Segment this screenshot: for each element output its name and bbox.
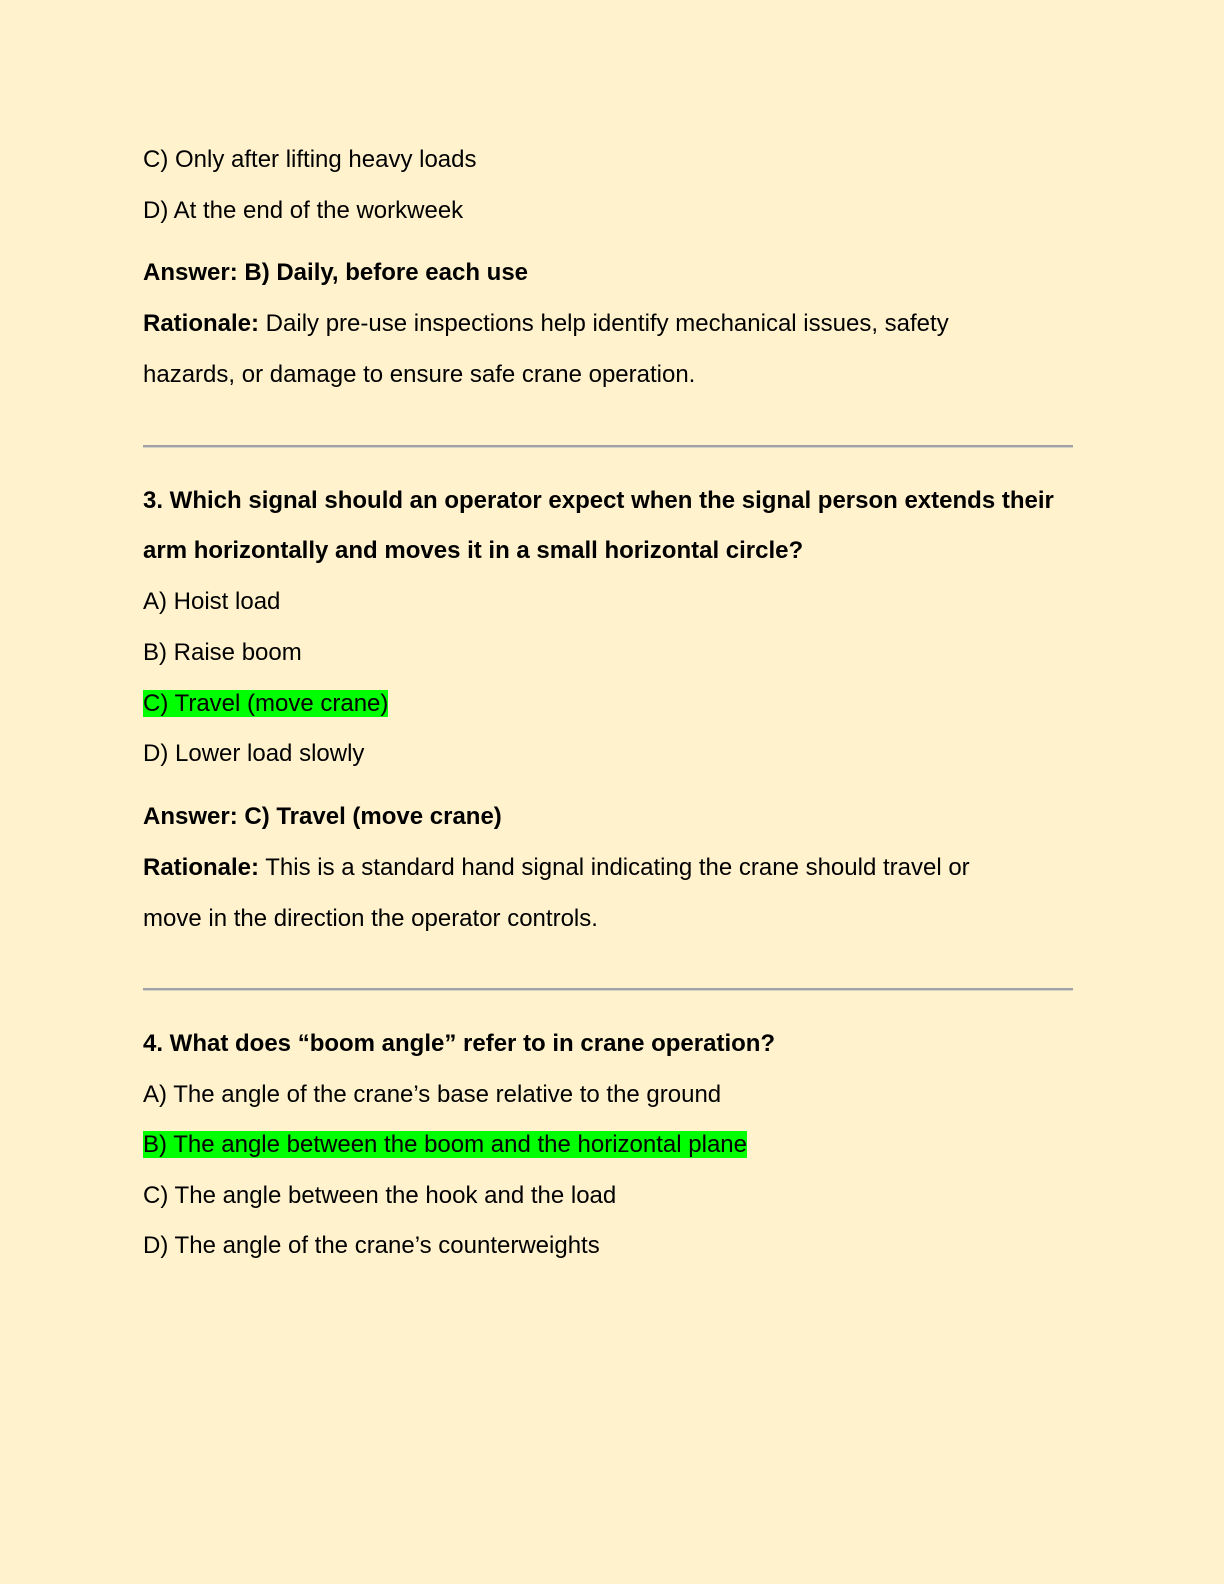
q4-option-c: C) The angle between the hook and the load [143,1182,617,1209]
q4-option-b-highlighted: B) The angle between the boom and the horizontal plane [143,1131,747,1158]
q4-question: 4. What does “boom angle” refer to in crane operation? [143,1030,776,1057]
q2-option-d: D) At the end of the workweek [143,197,464,224]
q3-rationale-text: This is a standard hand signal indicating the crane should travel or [259,854,970,881]
q2-rationale-line2: hazards, or damage to ensure safe crane operation. [143,361,696,388]
q4-option-a: A) The angle of the crane’s base relative to the ground [143,1081,722,1108]
q2-rationale-label: Rationale: [143,310,260,337]
q3-question-line2: arm horizontally and moves it in a small horizontal circle? [143,537,804,564]
q3-option-d: D) Lower load slowly [143,740,365,767]
q3-answer: Answer: C) Travel (move crane) [143,803,502,830]
q4-option-b-line [143,1129,747,1161]
section-divider [143,445,1073,448]
q2-rationale-line1 [143,308,949,340]
q3-rationale-line1 [143,852,970,884]
q3-option-c-highlighted: C) Travel (move crane) [143,690,389,717]
q3-option-c-line [143,688,388,720]
q2-answer: Answer: B) Daily, before each use [143,259,529,286]
q3-question-line1: 3. Which signal should an operator expect when the signal person extends their [143,487,1054,514]
q4-option-d: D) The angle of the crane’s counterweights [143,1232,600,1259]
q3-option-a: A) Hoist load [143,588,281,615]
q3-rationale-label: Rationale: [143,854,260,881]
q2-option-c: C) Only after lifting heavy loads [143,146,477,173]
q3-rationale-line2: move in the direction the operator controls. [143,905,598,932]
section-divider [143,988,1073,991]
q3-option-b: B) Raise boom [143,639,302,666]
q2-rationale-text: Daily pre-use inspections help identify mechanical issues, safety [259,310,949,337]
